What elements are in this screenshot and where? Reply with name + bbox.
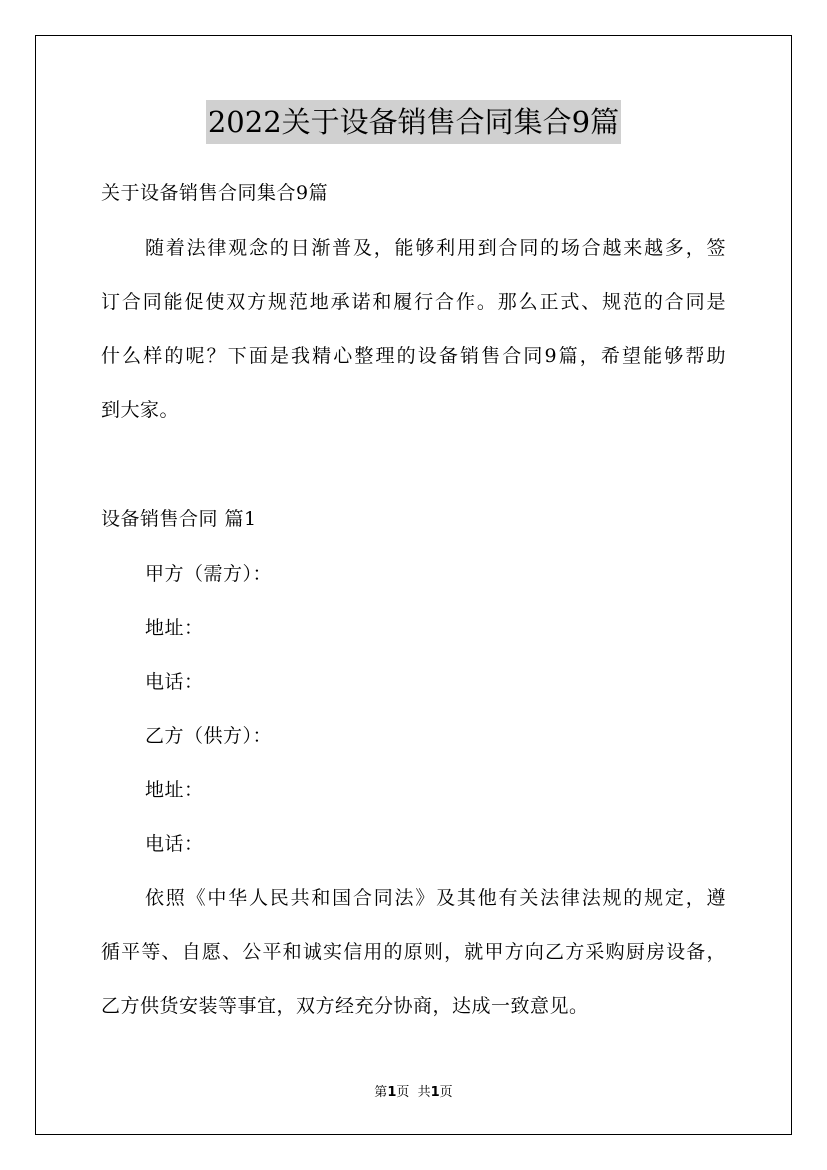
document-subtitle: 关于设备销售合同集合9篇 [101,182,329,204]
footer-mid: 页 共 [396,1085,431,1100]
document-title: 2022关于设备销售合同集合9篇 [206,100,621,144]
footer-prefix: 第 [374,1085,388,1100]
footer-suffix: 页 [439,1085,453,1100]
intro-line-1: 随着法律观念的日渐普及，能够利用到合同的场合越来越多，签 [145,237,726,259]
party-b-address-label: 地址： [145,779,204,801]
intro-line-4: 到大家。 [101,399,180,421]
party-a-phone-label: 电话： [145,671,204,693]
body-line-3: 乙方供货安装等事宜，双方经充分协商，达成一致意见。 [101,995,589,1017]
title-container [0,100,827,144]
party-b-phone-label: 电话： [145,833,204,855]
party-a-label: 甲方（需方）： [145,563,273,585]
footer-total-pages: 1 [430,1085,440,1100]
intro-line-3: 什么样的呢？下面是我精心整理的设备销售合同9篇，希望能够帮助 [101,345,726,367]
footer-page-number: 1 [387,1085,397,1100]
page-footer [0,1085,827,1101]
party-a-address-label: 地址： [145,617,204,639]
party-b-label: 乙方（供方）： [145,725,273,747]
body-line-2: 循平等、自愿、公平和诚实信用的原则，就甲方向乙方采购厨房设备， [101,941,726,963]
body-line-1: 依照《中华人民共和国合同法》及其他有关法律法规的规定，遵 [145,887,726,909]
section-heading: 设备销售合同 篇1 [101,508,257,530]
intro-line-2: 订合同能促使双方规范地承诺和履行合作。那么正式、规范的合同是 [101,291,726,313]
